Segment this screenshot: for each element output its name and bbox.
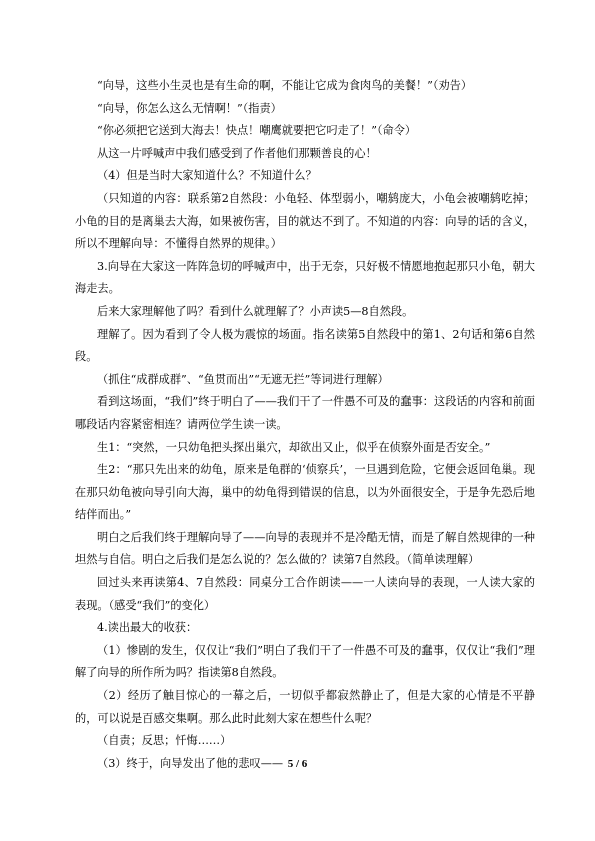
paragraph-18: （2）经历了触目惊心的一幕之后，一切似乎都寂然静止了，但是大家的心情是不平静的，可以说是百感交集啊。那么此时此刻大家在想些什么呢？ [75, 689, 535, 725]
document-body [75, 75, 535, 775]
paragraph-12: 生1：“突然，一只幼龟把头探出巢穴，却欲出又止，似乎在侦察外面是否安全。” [97, 440, 491, 454]
paragraph-19: （自责；反思；忏悔……） [97, 734, 232, 748]
paragraph-10: （抓住“成群成群”、“鱼贯而出”“无遮无拦”等词进行理解） [97, 372, 389, 386]
paragraph-11: 看到这场面，“我们”终于明白了——我们干了一件愚不可及的蠢事：这段话的内容和前面哪段话内容紧密相连？请两位学生读一读。 [75, 395, 535, 431]
paragraph-5: （4）但是当时大家知道什么？不知道什么？ [97, 169, 317, 183]
paragraph-20: （3）终于，向导发出了他的悲叹—— [97, 756, 284, 770]
paragraph-13: 生2：“那只先出来的幼龟，原来是龟群的‘侦察兵’，一旦遇到危险，它便会返回龟巢。现在那只幼龟被向导引向大海，巢中的幼龟得到错误的信息，以为外面很安全，于是争先恐后地结伴而出。” [75, 463, 535, 522]
page-number: 5 / 6 [287, 758, 308, 770]
paragraph-1: “向导，这些小生灵也是有生命的啊，不能让它成为食肉鸟的美餐！”（劝告） [97, 79, 473, 92]
paragraph-6: （只知道的内容：联系第2自然段：小龟轻、体型弱小，嘲鸫庞大，小龟会被嘲鸫吃掉；小龟的目的是离巢去大海，如果被伤害，目的就达不到了。不知道的内容：向导的话的含义，所以不理解向导：不懂得自然界的规律。） [75, 191, 535, 251]
paragraph-7: 3.向导在大家这一阵阵急切的呼喊声中，出于无奈，只好极不情愿地抱起那只小龟，朝大海走去。 [75, 259, 535, 296]
paragraph-16: 4.读出最大的收获： [97, 621, 198, 635]
paragraph-9: 理解了。因为看到了令人极为震惊的场面。指名读第5自然段中的第1、2句话和第6自然段。 [75, 327, 535, 364]
paragraph-4: 从这一片呼喊声中我们感受到了作者他们那颗善良的心！ [97, 146, 377, 160]
paragraph-3: “你必须把它送到大海去！快点！嘲鹰就要把它叼走了！”（命令） [97, 124, 417, 138]
paragraph-8: 后来大家理解他了吗？看到什么就理解了？小声读5—8自然段。 [97, 304, 414, 318]
paragraph-15: 回过头来再读第4、7自然段：同桌分工合作朗读——一人读向导的表现，一人读大家的表现。（感受“我们”的变化） [75, 576, 535, 612]
paragraph-2: “向导，你怎么这么无情啊！”（指责） [97, 101, 282, 115]
paragraph-14: 明白之后我们终于理解向导了——向导的表现并不是冷酷无情，而是了解自然规律的一种坦然与自信。明白之后我们是怎么说的？怎么做的？读第7自然段。（简单读理解） [75, 530, 535, 567]
paragraph-17: （1）惨剧的发生，仅仅让“我们”明白了我们干了一件愚不可及的蠢事，仅仅让“我们”理解了向导的所作所为吗？指读第8自然段。 [75, 643, 535, 680]
